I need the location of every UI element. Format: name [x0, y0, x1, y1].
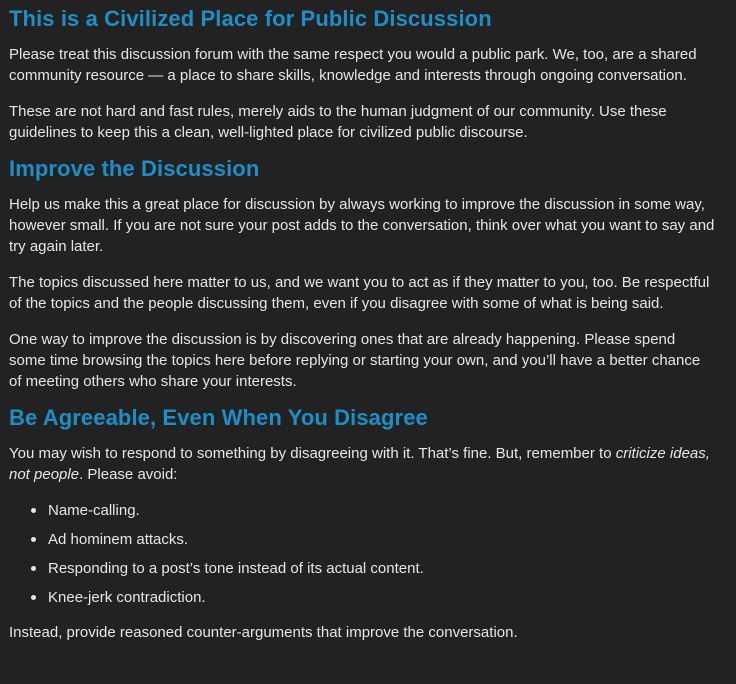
avoid-list — [9, 500, 716, 608]
list-item-text: Name-calling. — [48, 502, 140, 519]
list-item — [30, 529, 716, 550]
paragraph-closing: Instead, provide reasoned counter-arguments that improve the conversation. — [9, 624, 518, 641]
list-item-text: Responding to a post’s tone instead of its actual content. — [48, 560, 424, 577]
list-item — [30, 558, 716, 579]
bullet-icon — [31, 508, 36, 513]
bullet-icon — [31, 566, 36, 571]
list-item — [30, 587, 716, 608]
list-item — [30, 500, 716, 521]
paragraph-intro — [9, 443, 716, 485]
section-heading-be-agreeable: Be Agreeable, Even When You Disagree — [9, 405, 428, 430]
paragraph: Help us make this a great place for discussion by always working to improve the discussion in some way, however small. If you are not sure your post adds to the conversation, think over what you want to say and try again later. — [9, 196, 715, 255]
list-item-text: Knee-jerk contradiction. — [48, 589, 206, 606]
paragraph: One way to improve the discussion is by discovering ones that are already happening. Please spend some time browsing the topics here before replying or starting your own, and you’ll have a better chance of meeting others who share your interests. — [9, 331, 701, 390]
list-item-text: Ad hominem attacks. — [48, 531, 189, 548]
intro-text-end: . Please avoid: — [79, 466, 178, 483]
section-heading-civilized-place: This is a Civilized Place for Public Discussion — [9, 6, 492, 31]
bullet-icon — [31, 537, 36, 542]
paragraph: Please treat this discussion forum with the same respect you would a public park. We, too, are a shared community resource — a place to share skills, knowledge and interests through ongoing conversation. — [9, 46, 697, 84]
intro-text: You may wish to respond to something by disagreeing with it. That’s fine. But, remember to — [9, 445, 616, 462]
paragraph: These are not hard and fast rules, merely aids to the human judgment of our community. Use these guidelines to keep this a clean, well-lighted place for civilized public discourse. — [9, 103, 667, 141]
bullet-icon — [31, 595, 36, 600]
intro-emphasis: criticize ideas, not people — [9, 445, 710, 483]
section-heading-improve-discussion: Improve the Discussion — [9, 156, 260, 181]
paragraph: The topics discussed here matter to us, and we want you to act as if they matter to you, too. Be respectful of the topics and the people discussing them, even if you disagree with some of what is being said. — [9, 274, 710, 312]
